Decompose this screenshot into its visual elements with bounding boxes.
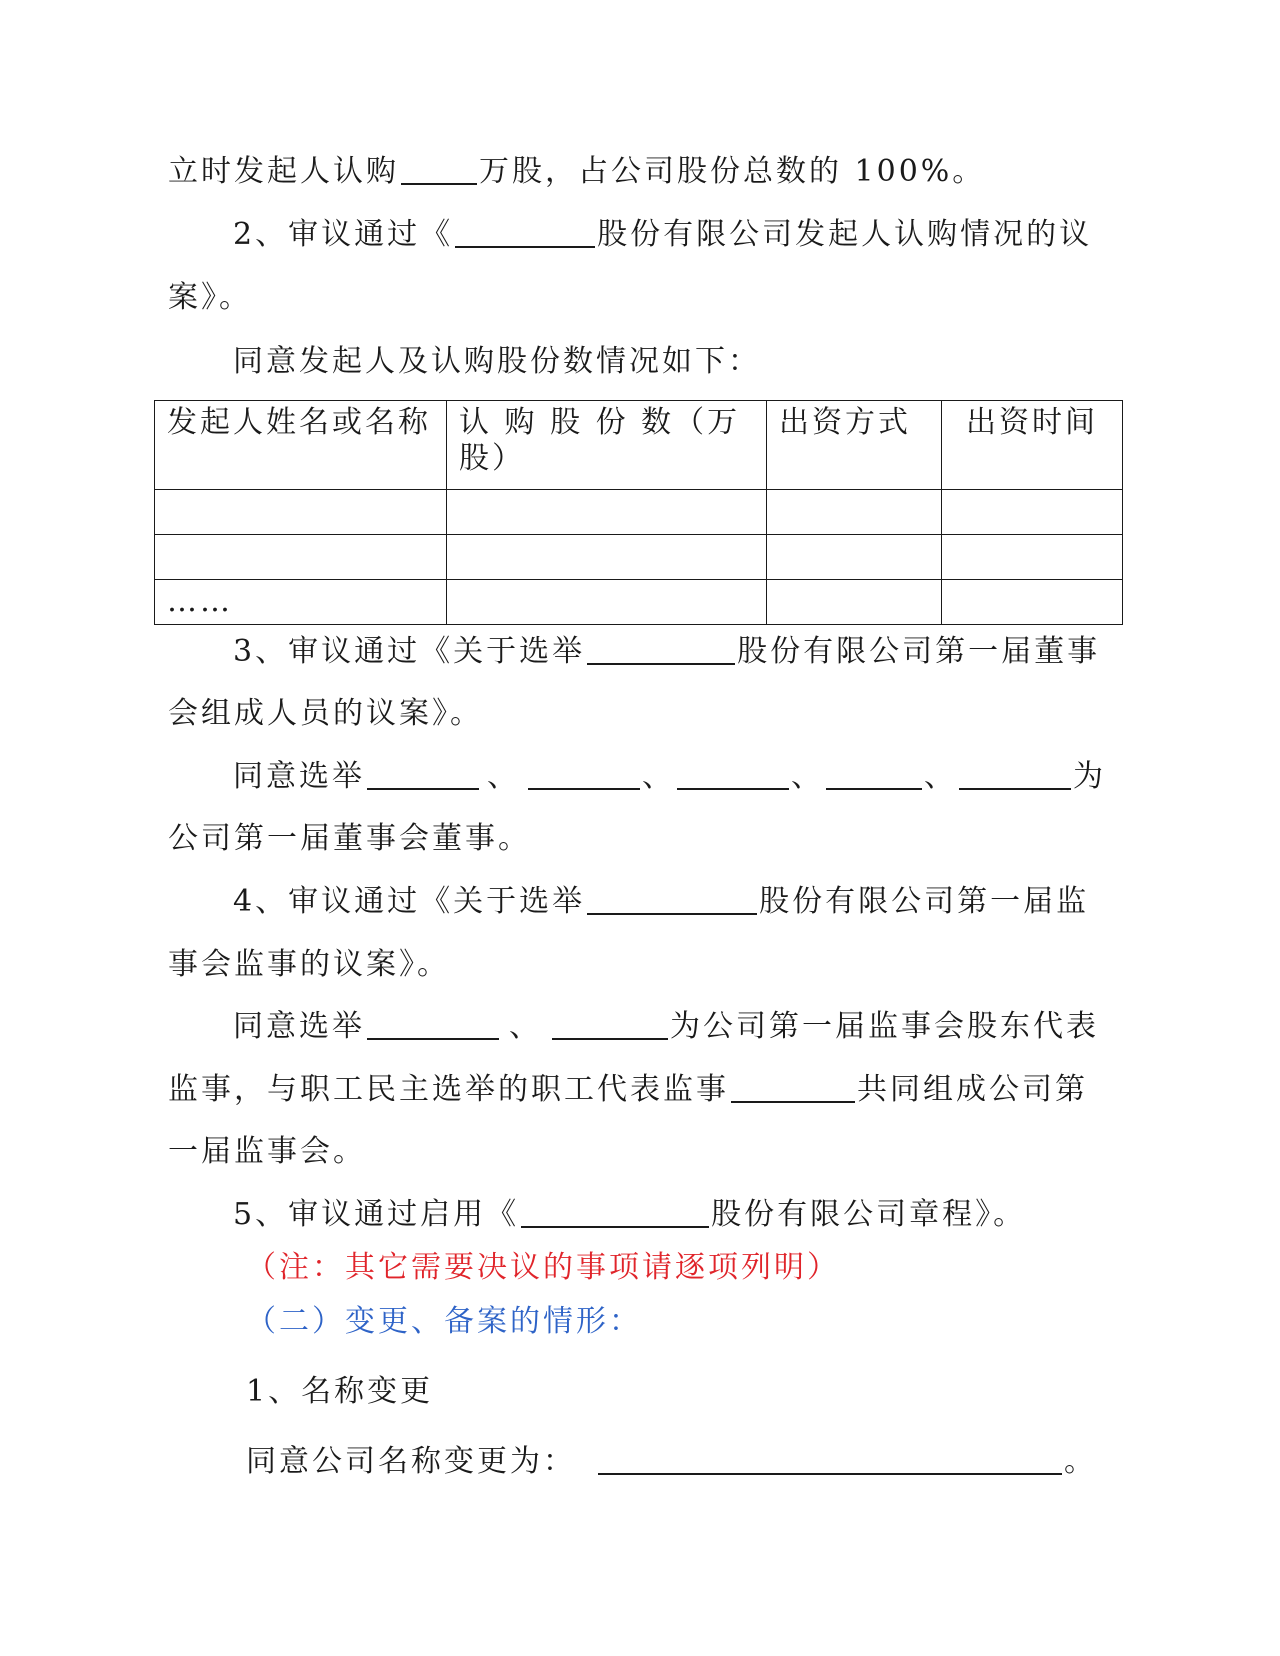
supervisor-blank[interactable] (367, 1010, 499, 1040)
text: 3、审议通过《关于选举 (233, 634, 586, 669)
table-cell[interactable] (767, 490, 942, 535)
separator: 、 (487, 759, 520, 794)
employee-supervisor-blank[interactable] (731, 1073, 855, 1103)
paragraph-line: 同意发起人及认购股份数情况如下： (233, 344, 761, 379)
director-blank[interactable] (826, 760, 922, 790)
new-company-name-blank[interactable] (598, 1445, 1062, 1475)
text: 股份有限公司第一届董事 (737, 634, 1101, 669)
subscription-table (154, 400, 1123, 625)
director-election-line (233, 757, 1106, 797)
text: 股份有限公司章程》。 (711, 1197, 1027, 1232)
paragraph-line: 一届监事会。 (168, 1134, 366, 1169)
director-blank[interactable] (528, 760, 640, 790)
table-cell[interactable] (942, 535, 1123, 580)
separator: 、 (642, 759, 675, 794)
company-name-blank[interactable] (521, 1198, 709, 1228)
table-row (155, 580, 1123, 625)
table-row (155, 535, 1123, 580)
text: 4、审议通过《关于选举 (233, 884, 586, 919)
table-header-cell: 出资时间 (942, 401, 1123, 490)
text: 共同组成公司第 (857, 1072, 1088, 1107)
table-header-cell: 认 购 股 份 数（万股） (447, 401, 767, 490)
table-cell[interactable]: …… (155, 580, 447, 625)
company-name-blank[interactable] (455, 218, 595, 248)
table-cell[interactable] (942, 580, 1123, 625)
fill-blank[interactable] (401, 155, 477, 185)
company-name-blank[interactable] (587, 885, 757, 915)
note-text: （注：其它需要决议的事项请逐项列明） (246, 1250, 840, 1285)
text: 5、审议通过启用《 (233, 1197, 520, 1232)
name-change-line (246, 1442, 1097, 1482)
supervisor-blank[interactable] (552, 1010, 668, 1040)
resolution-5-title (233, 1195, 1026, 1235)
item-heading: 1、名称变更 (246, 1374, 434, 1409)
table-cell[interactable] (447, 580, 767, 625)
paragraph-line (168, 152, 985, 192)
text: 同意选举 (233, 1009, 365, 1044)
director-blank[interactable] (677, 760, 789, 790)
separator: 、 (791, 759, 824, 794)
paragraph-line: 事会监事的议案》。 (168, 947, 450, 982)
table-cell[interactable] (447, 535, 767, 580)
resolution-3-title (233, 632, 1100, 672)
table-cell[interactable] (942, 490, 1123, 535)
text: 同意选举 (233, 759, 365, 794)
table-cell[interactable] (155, 535, 447, 580)
text: 股份有限公司第一届监 (759, 884, 1090, 919)
employee-supervisor-line (168, 1070, 1088, 1110)
table-cell[interactable] (447, 490, 767, 535)
table-header-row (155, 401, 1123, 490)
resolution-4-title (233, 882, 1089, 922)
table-cell[interactable] (767, 580, 942, 625)
paragraph-line: 会组成人员的议案》。 (168, 696, 483, 731)
company-name-blank[interactable] (587, 635, 735, 665)
text: 同意公司名称变更为： (246, 1444, 576, 1479)
section-heading: （二）变更、备案的情形： (246, 1304, 642, 1339)
table-row (155, 490, 1123, 535)
text: 万股，占公司股份总数的 100%。 (479, 154, 986, 189)
text: 立时发起人认购 (168, 154, 399, 189)
text: 监事，与职工民主选举的职工代表监事 (168, 1072, 729, 1107)
resolution-2-title (233, 215, 1092, 255)
separator: 、 (924, 759, 957, 794)
text: 2、审议通过《 (233, 217, 454, 252)
text: 。 (1064, 1444, 1097, 1479)
paragraph-line: 案》。 (168, 280, 252, 315)
text: 为公司第一届监事会股东代表 (670, 1009, 1099, 1044)
table-header-cell: 出资方式 (767, 401, 942, 490)
table-header-cell: 发起人姓名或名称 (155, 401, 447, 490)
table-cell[interactable] (155, 490, 447, 535)
table-cell[interactable] (767, 535, 942, 580)
text: 为 (1073, 759, 1106, 794)
director-blank[interactable] (959, 760, 1071, 790)
paragraph-line: 公司第一届董事会董事。 (168, 821, 531, 856)
supervisor-election-line (233, 1007, 1099, 1047)
text: 股份有限公司发起人认购情况的议 (597, 217, 1093, 252)
director-blank[interactable] (367, 760, 479, 790)
separator: 、 (509, 1009, 542, 1044)
